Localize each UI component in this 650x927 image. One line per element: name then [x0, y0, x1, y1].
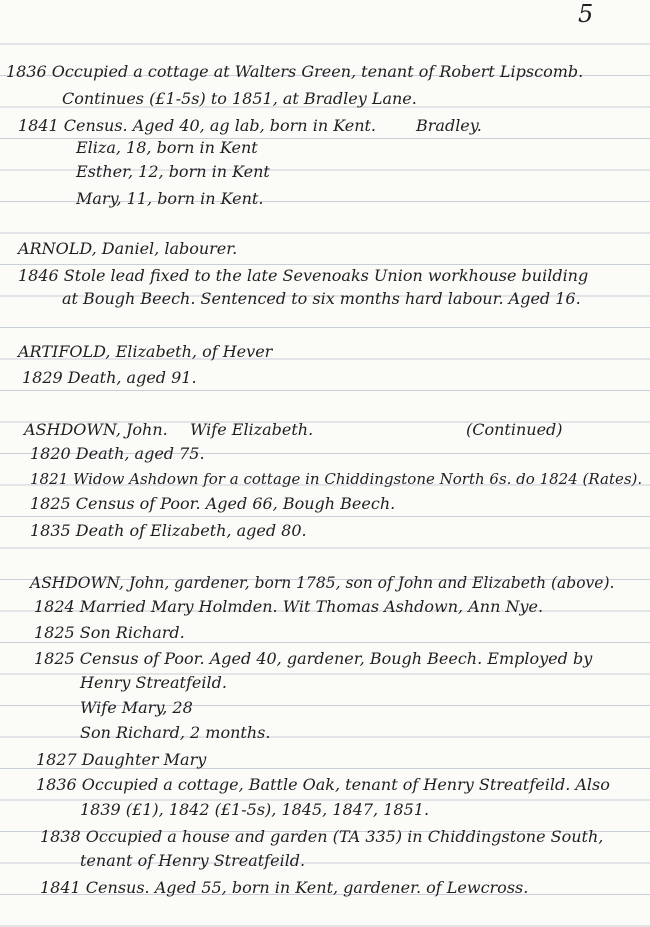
entry-line: Eliza, 18, born in Kent: [76, 138, 258, 157]
entry-line: 1820 Death, aged 75.: [30, 444, 205, 463]
entry-line: 1824 Married Mary Holmden. Wit Thomas Ashdown, Ann Nye.: [34, 597, 544, 616]
entry-line: 1846 Stole lead fixed to the late Sevenoaks Union workhouse building: [18, 266, 589, 285]
entry-line: 1825 Census of Poor. Aged 66, Bough Beech.: [30, 494, 396, 513]
entry-line: 1841 Census. Aged 55, born in Kent, gardener. of Lewcross.: [40, 878, 529, 897]
entry-heading: ASHDOWN, John.: [24, 420, 168, 439]
entry-line: tenant of Henry Streatfeild.: [80, 851, 306, 870]
entry-line: Mary, 11, born in Kent.: [76, 189, 264, 208]
entry-line: at Bough Beech. Sentenced to six months hard labour. Aged 16.: [62, 289, 581, 308]
entry-line: Continues (£1-5s) to 1851, at Bradley Lane.: [62, 89, 417, 108]
entry-heading: ASHDOWN, John, gardener, born 1785, son of John and Elizabeth (above).: [30, 574, 615, 592]
entry-line: Esther, 12, born in Kent: [76, 162, 270, 181]
entry-line: 1825 Census of Poor. Aged 40, gardener, Bough Beech. Employed by: [34, 649, 593, 668]
entry-line: 1838 Occupied a house and garden (TA 335) in Chiddingstone South,: [40, 827, 604, 846]
entry-line: 1835 Death of Elizabeth, aged 80.: [30, 521, 307, 540]
page-number: 5: [578, 0, 594, 28]
entry-line: Wife Elizabeth.: [190, 420, 314, 439]
entry-line: 1829 Death, aged 91.: [22, 368, 197, 387]
entry-line: 1836 Occupied a cottage, Battle Oak, tenant of Henry Streatfeild. Also: [36, 775, 610, 794]
entry-line: 1825 Son Richard.: [34, 623, 185, 642]
entry-heading: ARNOLD, Daniel, labourer.: [18, 239, 238, 258]
entry-line: 1839 (£1), 1842 (£1-5s), 1845, 1847, 1851.: [80, 800, 430, 819]
entry-line: Son Richard, 2 months.: [80, 723, 271, 742]
entry-heading: ARTIFOLD, Elizabeth, of Hever: [18, 342, 273, 361]
entry-line: Bradley.: [416, 116, 482, 135]
entry-line: 1836 Occupied a cottage at Walters Green, tenant of Robert Lipscomb.: [6, 62, 584, 81]
continued-note: (Continued): [466, 420, 563, 439]
entry-line: 1841 Census. Aged 40, ag lab, born in Kent.: [18, 116, 377, 135]
entry-line: Henry Streatfeild.: [80, 673, 227, 692]
entry-line: 1827 Daughter Mary: [36, 750, 207, 769]
entry-line: Wife Mary, 28: [80, 698, 193, 717]
entry-line: 1821 Widow Ashdown for a cottage in Chiddingstone North 6s. do 1824 (Rates).: [30, 470, 643, 488]
